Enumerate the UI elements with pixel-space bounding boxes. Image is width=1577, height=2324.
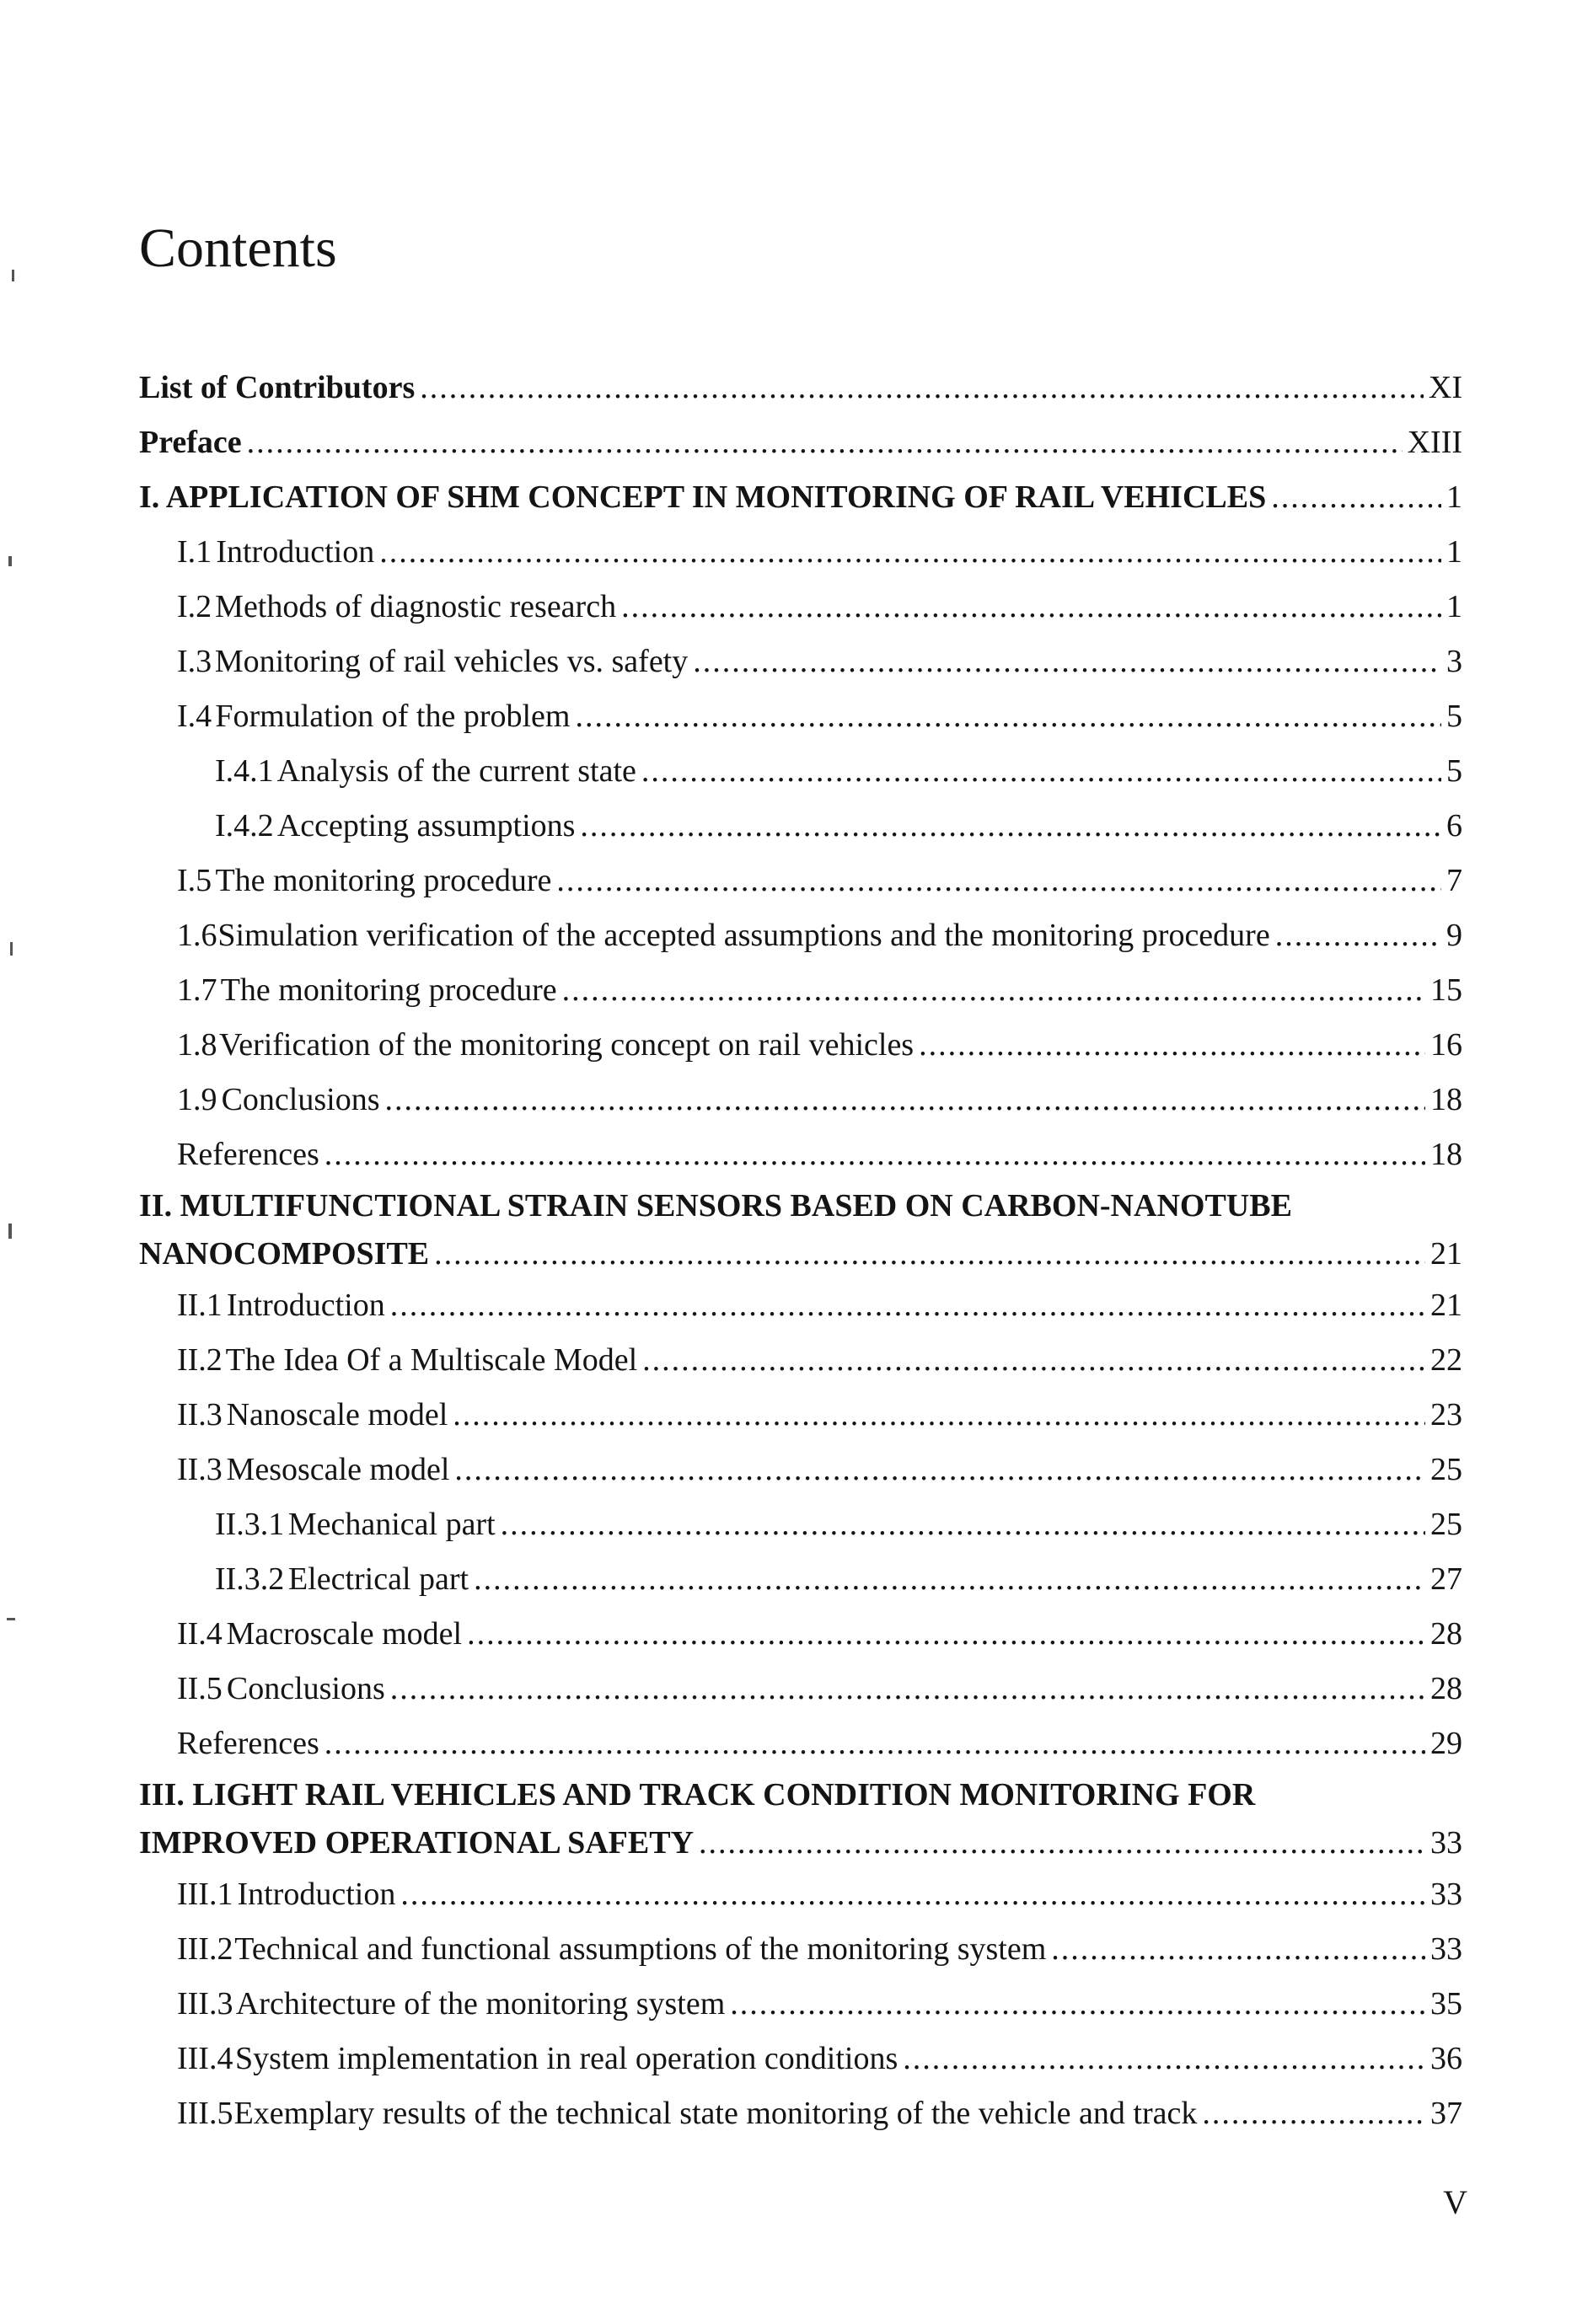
toc-section-entry[interactable] — [139, 525, 1462, 580]
toc-section-number: II.3 — [177, 1397, 223, 1432]
toc-section-number: II.1 — [177, 1288, 223, 1323]
toc-label: Simulation verification of the accepted assumptions and the monitoring procedure — [217, 918, 1270, 953]
toc-section-number: I.4.1 — [215, 753, 274, 789]
toc-page: 15 — [1430, 972, 1462, 1008]
toc-section-entry[interactable] — [139, 1388, 1462, 1443]
leader-dots — [474, 1552, 1425, 1607]
toc-page: 33 — [1430, 1877, 1462, 1912]
toc-section-number: III.3 — [177, 1986, 233, 2021]
leader-dots — [699, 1818, 1425, 1867]
toc-section-entry[interactable] — [139, 1716, 1462, 1771]
leader-dots — [454, 1443, 1425, 1497]
toc-section-entry[interactable] — [139, 1018, 1462, 1073]
toc-section-entry[interactable] — [139, 963, 1462, 1018]
leader-dots — [1051, 1922, 1425, 1977]
toc-label: System implementation in real operation conditions — [235, 2041, 898, 2076]
leader-dots — [434, 1229, 1425, 1278]
toc-section-entry[interactable] — [139, 1552, 1462, 1607]
toc-label: Verification of the monitoring concept on rail vehicles — [218, 1027, 915, 1063]
toc-label: Analysis of the current state — [276, 753, 636, 789]
toc-section-number: I.3 — [177, 644, 212, 679]
toc-label: Conclusions — [226, 1671, 385, 1706]
toc-section-number: II.2 — [177, 1342, 223, 1378]
scan-mark — [12, 270, 14, 281]
toc-section-entry[interactable] — [139, 2032, 1462, 2086]
toc-section-entry[interactable] — [139, 1607, 1462, 1662]
toc-page: 28 — [1430, 1616, 1462, 1652]
leader-dots — [556, 854, 1441, 908]
toc-label: NANOCOMPOSITE — [139, 1236, 430, 1272]
toc-label: Introduction — [237, 1877, 396, 1912]
scan-mark — [8, 1224, 12, 1239]
leader-dots — [642, 1333, 1425, 1388]
toc-page: 37 — [1430, 2096, 1462, 2131]
leader-dots — [325, 1127, 1425, 1182]
toc-section-entry[interactable] — [139, 854, 1462, 908]
leader-dots — [621, 580, 1441, 635]
scan-mark — [7, 1618, 15, 1620]
toc-page: XIII — [1407, 425, 1462, 460]
page-number: V — [1443, 2183, 1467, 2221]
toc-section-entry[interactable] — [139, 689, 1462, 744]
toc-section-number: II.3.1 — [215, 1507, 285, 1542]
scan-mark — [8, 556, 12, 566]
toc-section-entry[interactable] — [139, 1443, 1462, 1497]
toc-page: 7 — [1446, 863, 1462, 898]
toc-page: 16 — [1430, 1027, 1462, 1063]
toc-page: 1 — [1446, 589, 1462, 624]
toc-section-number: I.5 — [177, 863, 212, 898]
leader-dots — [641, 744, 1441, 799]
toc-chapter-3[interactable] — [139, 1771, 1462, 1867]
toc-label: References — [177, 1137, 319, 1172]
scan-mark — [10, 942, 13, 956]
leader-dots — [384, 1073, 1425, 1127]
toc-label: Macroscale model — [226, 1616, 463, 1652]
toc-section-entry[interactable] — [139, 799, 1462, 854]
toc-page: 1 — [1446, 479, 1462, 515]
toc-label: Mesoscale model — [226, 1452, 450, 1487]
toc-page: 6 — [1446, 808, 1462, 843]
toc-label: List of Contributors — [139, 370, 416, 405]
toc-section-entry[interactable] — [139, 580, 1462, 635]
toc-label: IMPROVED OPERATIONAL SAFETY — [139, 1825, 695, 1861]
toc-section-entry[interactable] — [139, 2086, 1462, 2141]
toc-section-number: I.2 — [177, 589, 212, 624]
toc-label: Exemplary results of the technical state monitoring of the vehicle and track — [233, 2096, 1198, 2131]
toc-page: 18 — [1430, 1137, 1462, 1172]
toc-label: The Idea Of a Multiscale Model — [225, 1342, 638, 1378]
toc-page: 33 — [1430, 1825, 1462, 1861]
leader-dots — [390, 1278, 1425, 1333]
toc-entry-preface[interactable] — [139, 415, 1462, 470]
leader-dots — [325, 1716, 1425, 1771]
toc-page: 35 — [1430, 1986, 1462, 2021]
toc-label: Conclusions — [221, 1082, 380, 1117]
toc-section-entry[interactable] — [139, 1127, 1462, 1182]
toc-page: 22 — [1430, 1342, 1462, 1378]
leader-dots — [903, 2032, 1425, 2086]
toc-section-entry[interactable] — [139, 744, 1462, 799]
leader-dots — [562, 963, 1425, 1018]
toc-page: 9 — [1446, 918, 1462, 953]
toc-label: The monitoring procedure — [215, 863, 552, 898]
toc-page: 21 — [1430, 1288, 1462, 1323]
toc-section-number: II.3.2 — [215, 1561, 285, 1597]
toc-label: Technical and functional assumptions of the monitoring system — [234, 1931, 1047, 1967]
toc-label: References — [177, 1726, 319, 1761]
toc-page: 5 — [1446, 753, 1462, 789]
toc-section-number: 1.7 — [177, 972, 217, 1008]
leader-dots — [420, 361, 1424, 415]
toc-section-entry[interactable] — [139, 635, 1462, 689]
toc-section-number: I.4.2 — [215, 808, 274, 843]
toc-entry-contributors[interactable] — [139, 361, 1462, 415]
leader-dots — [247, 415, 1403, 470]
leader-dots — [693, 635, 1441, 689]
toc-section-number: II.4 — [177, 1616, 223, 1652]
toc-label: Mechanical part — [287, 1507, 496, 1542]
leader-dots — [467, 1607, 1425, 1662]
toc-section-entry[interactable] — [139, 1662, 1462, 1716]
toc-page: 18 — [1430, 1082, 1462, 1117]
leader-dots — [501, 1497, 1425, 1552]
toc-chapter-2[interactable] — [139, 1182, 1462, 1278]
toc-section-number: III.4 — [177, 2041, 233, 2076]
toc-page: 36 — [1430, 2041, 1462, 2076]
toc-label: I. APPLICATION OF SHM CONCEPT IN MONITORING OF RAIL VEHICLES — [139, 479, 1267, 515]
toc-page: 3 — [1446, 644, 1462, 679]
leader-dots — [575, 689, 1441, 744]
toc-section-number: I.4 — [177, 699, 212, 734]
toc-label: Preface — [139, 425, 242, 460]
toc-label: Methods of diagnostic research — [215, 589, 617, 624]
toc-section-entry[interactable] — [139, 1867, 1462, 1922]
toc-chapter-title: II. MULTIFUNCTIONAL STRAIN SENSORS BASED ON CARBON-NANOTUBE — [139, 1188, 1292, 1224]
toc-chapter-title: III. LIGHT RAIL VEHICLES AND TRACK CONDITION MONITORING FOR — [139, 1777, 1256, 1813]
toc-page: 5 — [1446, 699, 1462, 734]
toc-page: XI — [1428, 370, 1462, 405]
toc-label: Formulation of the problem — [215, 699, 571, 734]
toc-section-number: II.3 — [177, 1452, 223, 1487]
leader-dots — [919, 1018, 1425, 1073]
toc-page: 27 — [1430, 1561, 1462, 1597]
toc-label: Accepting assumptions — [276, 808, 576, 843]
toc-section-entry[interactable] — [139, 1333, 1462, 1388]
toc-label: Nanoscale model — [226, 1397, 448, 1432]
leader-dots — [730, 1977, 1425, 2032]
leader-dots — [453, 1388, 1425, 1443]
toc-page: 25 — [1430, 1452, 1462, 1487]
toc-page: 29 — [1430, 1726, 1462, 1761]
toc-section-number: III.1 — [177, 1877, 233, 1912]
toc-page: 28 — [1430, 1671, 1462, 1706]
toc-section-number: 1.8 — [177, 1027, 217, 1063]
toc-section-number: 1.9 — [177, 1082, 217, 1117]
toc-label: Introduction — [216, 534, 375, 570]
toc-section-entry[interactable] — [139, 1073, 1462, 1127]
toc-section-entry[interactable] — [139, 1922, 1462, 1977]
toc-section-number: III.2 — [177, 1931, 233, 1967]
leader-dots — [379, 525, 1441, 580]
leader-dots — [1271, 470, 1441, 525]
toc-page: 33 — [1430, 1931, 1462, 1967]
page-title: Contents — [139, 217, 337, 279]
toc-page: 23 — [1430, 1397, 1462, 1432]
leader-dots — [1275, 908, 1441, 963]
toc-label: The monitoring procedure — [220, 972, 557, 1008]
toc-section-entry[interactable] — [139, 1977, 1462, 2032]
toc-label: Monitoring of rail vehicles vs. safety — [214, 644, 689, 679]
toc-page: 1 — [1446, 534, 1462, 570]
toc-section-entry[interactable] — [139, 1278, 1462, 1333]
toc-label: Architecture of the monitoring system — [235, 1986, 726, 2021]
toc-section-number: II.5 — [177, 1671, 223, 1706]
toc-section-number: 1.6 — [177, 918, 217, 953]
toc-section-entry[interactable] — [139, 908, 1462, 963]
toc-section-number: I.1 — [177, 534, 212, 570]
toc-page: 25 — [1430, 1507, 1462, 1542]
toc-label: Introduction — [226, 1288, 385, 1323]
toc-section-entry[interactable] — [139, 1497, 1462, 1552]
leader-dots — [580, 799, 1441, 854]
leader-dots — [1202, 2086, 1425, 2141]
toc-label: Electrical part — [287, 1561, 469, 1597]
leader-dots — [390, 1662, 1425, 1716]
leader-dots — [400, 1867, 1425, 1922]
table-of-contents — [139, 361, 1462, 2141]
toc-page: 21 — [1430, 1236, 1462, 1272]
toc-chapter-1[interactable] — [139, 470, 1462, 525]
toc-section-number: III.5 — [177, 2096, 233, 2131]
